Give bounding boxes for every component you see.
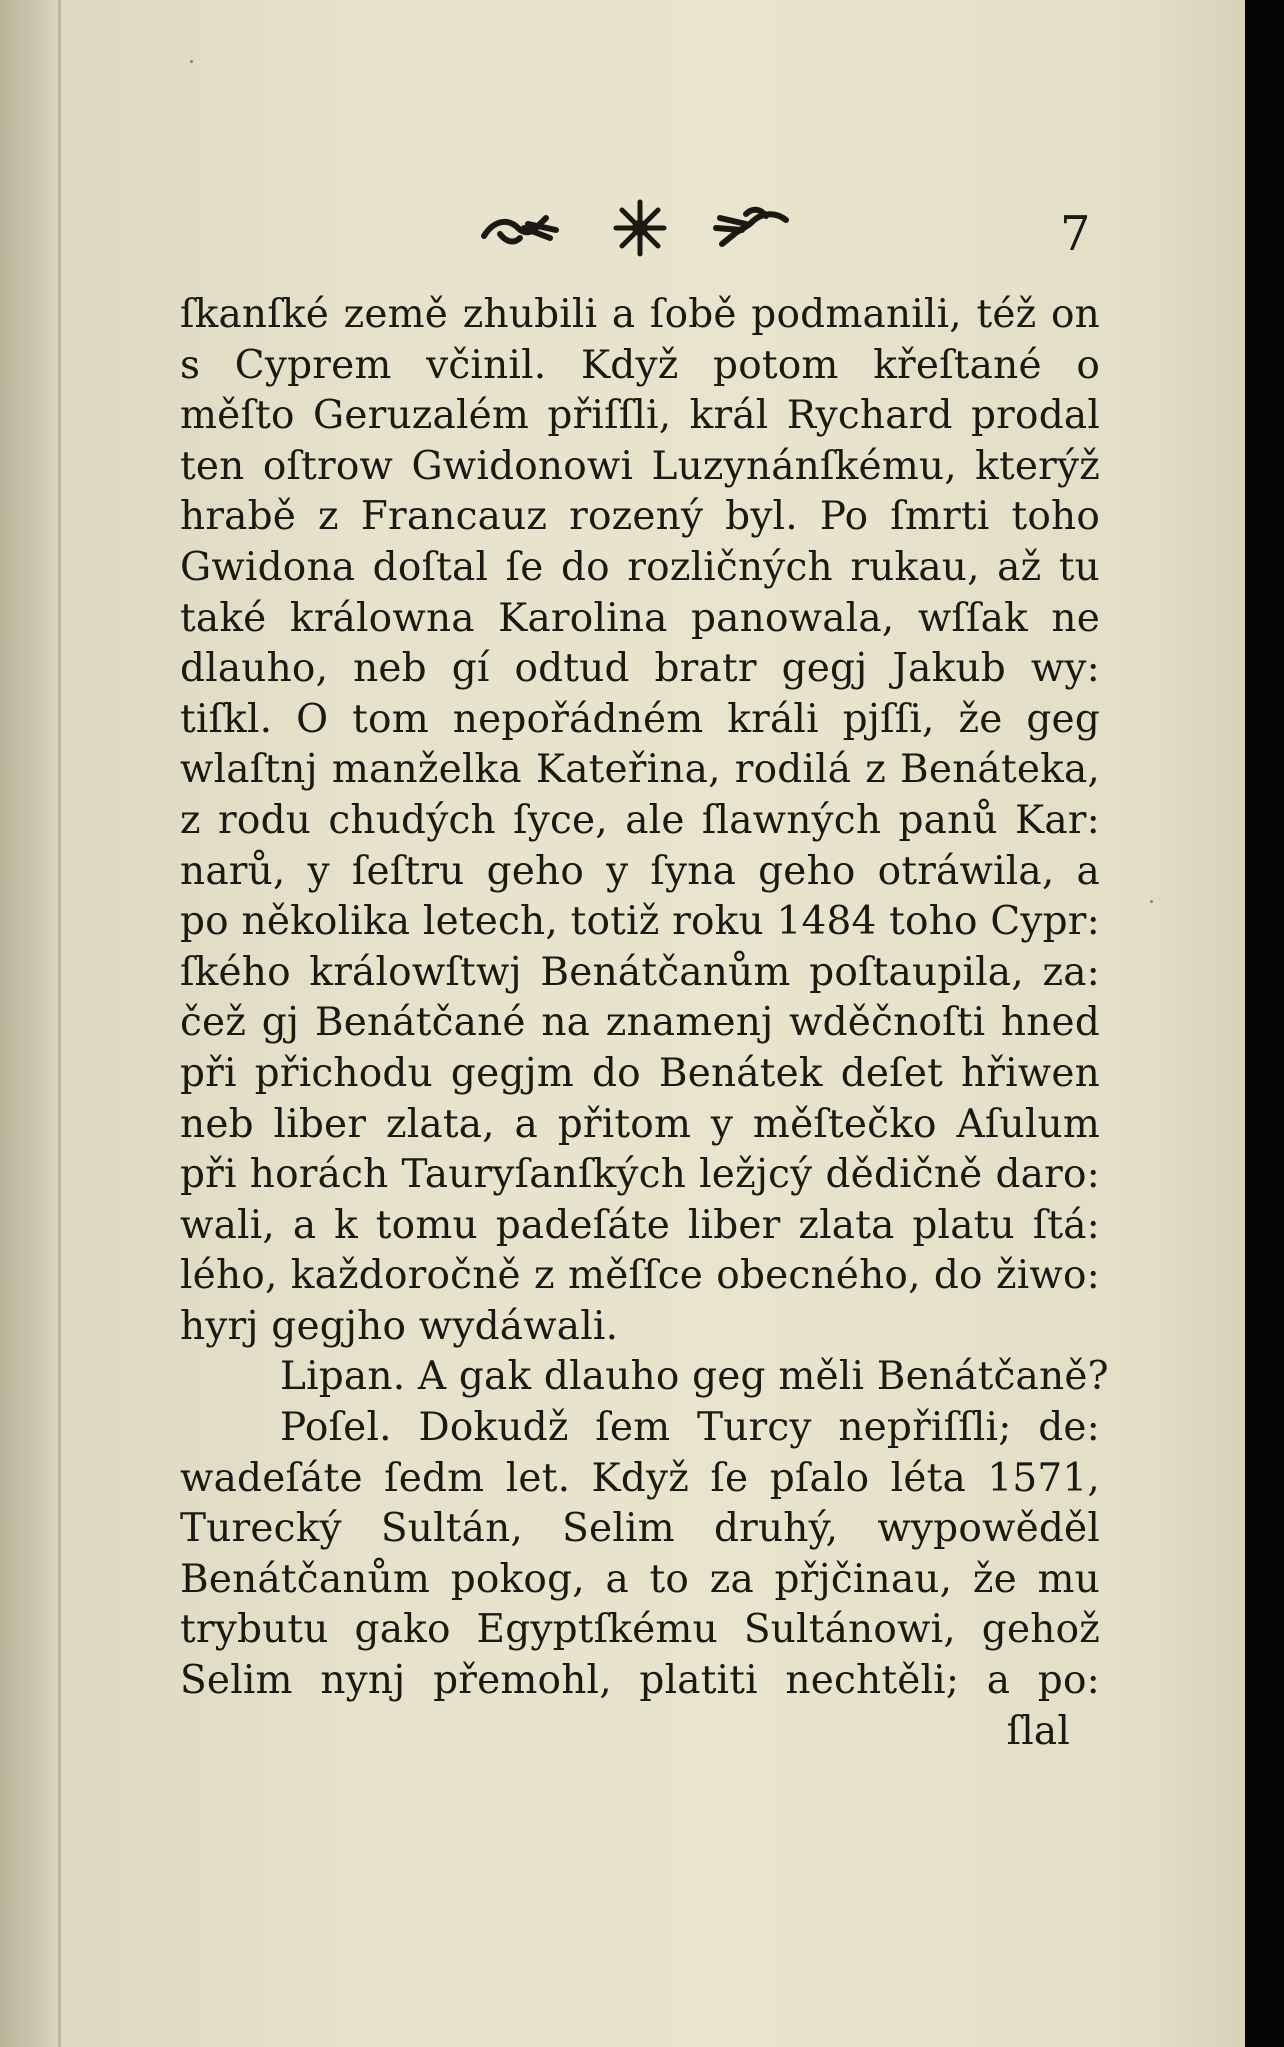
asterisk-star-icon [610, 198, 670, 258]
text-line: z rodu chudých ſyce, ale ſlawných panů Kar: [180, 797, 1100, 843]
text-line: hyrj gegjho wydáwali. [180, 1303, 619, 1349]
dialogue-line: Poſel. Dokudž ſem Turcy nepřiſſli; de: [280, 1405, 1100, 1451]
text-line: narů, y ſeſtru geho y ſyna geho otráwila, a [180, 848, 1100, 894]
text-line: trybutu gako Egyptſkému Sultánowi, gehož [180, 1607, 1100, 1653]
dialogue-line: Lipan. A gak dlauho geg měli Benátčaně? [280, 1354, 1109, 1400]
text-line: lého, každoročně z měſſce obecného, do žiwo: [180, 1253, 1100, 1299]
text-line: wlaſtnj manželka Kateřina, rodilá z Benáteka, [180, 747, 1100, 793]
text-line: při přichodu gegjm do Benátek deſet hřiwen [180, 1050, 1100, 1096]
catchword: ſlal [1006, 1708, 1070, 1754]
text-line: ten oſtrow Gwidonowi Luzynánſkému, kterýž [180, 443, 1100, 489]
text-line: neb liber zlata, a přitom y měſtečko Aſulum [180, 1101, 1100, 1147]
text-line: ſkanſké země zhubili a ſobě podmanili, též on [180, 292, 1100, 337]
text-line: čež gj Benátčané na znamenj wděčnoſti hned [180, 1000, 1100, 1046]
paper-speck [190, 60, 193, 63]
right-flourish-icon [710, 198, 790, 258]
paper-speck [1150, 900, 1153, 903]
text-line: Benátčanům pokog, a to za přjčinau, že mu [180, 1556, 1100, 1602]
text-line: Selim nynj přemohl, platiti nechtěli; a po: [180, 1658, 1100, 1704]
text-line: také králowna Karolina panowala, wſſak ne [180, 595, 1100, 641]
body-text [180, 290, 1109, 1757]
text-line: ſkého králowſtwj Benátčanům poſtaupila, za: [180, 949, 1100, 995]
page-number: 7 [1060, 206, 1091, 262]
text-line: Turecký Sultán, Selim druhý, wypowěděl [180, 1506, 1100, 1552]
text-line: s Cyprem včinil. Když potom křeſtané o [180, 342, 1100, 388]
page-gutter [0, 0, 60, 2047]
text-line: při horách Tauryſanſkých ležjcý dědičně daro: [180, 1152, 1100, 1198]
text-line: hrabě z Francauz rozený byl. Po ſmrti toho [180, 494, 1100, 540]
text-line: Gwidona doſtal ſe do rozličných rukau, až tu [180, 544, 1100, 590]
text-line: měſto Geruzalém přiſſli, král Rychard prodal [180, 393, 1100, 439]
text-line: po několika letech, totiž roku 1484 toho Cypr: [180, 899, 1100, 945]
text-line: dlauho, neb gí odtud bratr gegj Jakub wy: [180, 646, 1100, 692]
text-line: tiſkl. O tom nepořádném králi pjſſi, že geg [180, 696, 1100, 742]
spine-line [58, 0, 61, 2047]
text-line: wadeſáte ſedm let. Když ſe pſalo léta 1571, [180, 1455, 1100, 1501]
scan-border [1245, 0, 1284, 2047]
left-flourish-icon [480, 198, 560, 258]
page-header [480, 198, 1100, 268]
text-line: wali, a k tomu padeſáte liber zlata platu ſtá: [180, 1202, 1100, 1248]
